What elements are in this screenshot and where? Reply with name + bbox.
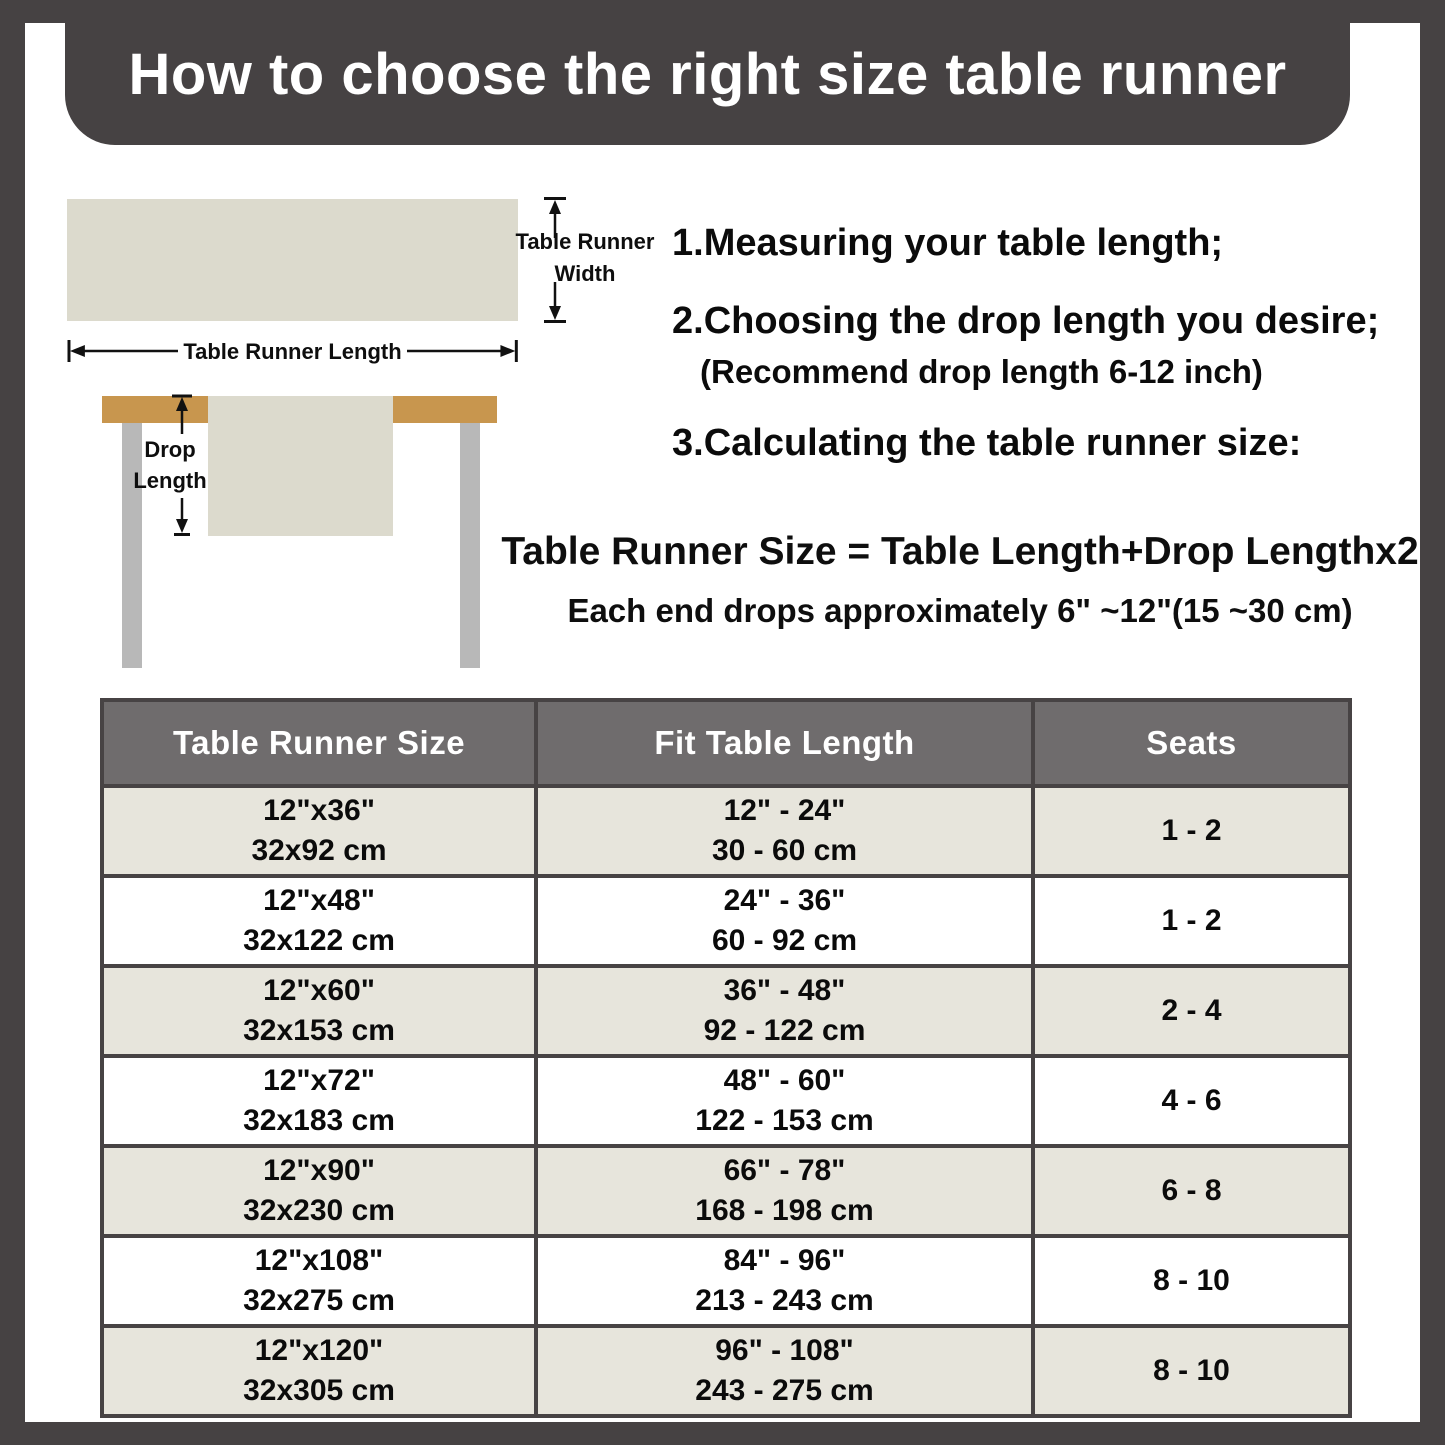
length-arrow-right <box>407 339 518 363</box>
fit-cm: 122 - 153 cm <box>695 1104 874 1137</box>
fit-length-cell <box>536 1326 1033 1416</box>
size-inches: 12"x108" <box>254 1244 384 1277</box>
runner-size-cell <box>102 1326 536 1416</box>
size-inches: 12"x48" <box>263 884 375 917</box>
table-row <box>102 1146 1350 1236</box>
column-header-seats: Seats <box>1033 700 1350 786</box>
fit-length-cell <box>536 1236 1033 1326</box>
seats-cell: 1 - 2 <box>1033 876 1350 966</box>
size-cm: 32x230 cm <box>243 1194 395 1227</box>
frame-border-right <box>1420 0 1445 1445</box>
size-inches: 12"x90" <box>263 1154 375 1187</box>
length-dimension-label: Table Runner Length <box>183 339 402 364</box>
table-row <box>102 876 1350 966</box>
fit-inches: 66" - 78" <box>723 1154 846 1187</box>
runner-size-cell <box>102 1146 536 1236</box>
table-row <box>102 1326 1350 1416</box>
frame-border-left <box>0 0 25 1445</box>
table-row <box>102 1056 1350 1146</box>
seats-cell: 4 - 6 <box>1033 1056 1350 1146</box>
drop-length-label <box>126 434 214 496</box>
size-inches: 12"x36" <box>263 794 375 827</box>
frame-border-bottom <box>0 1422 1445 1445</box>
column-header-runner-size: Table Runner Size <box>102 700 536 786</box>
width-label-line2: Width <box>554 261 616 286</box>
fit-cm: 60 - 92 cm <box>711 924 858 957</box>
table-row <box>102 966 1350 1056</box>
size-cm: 32x153 cm <box>243 1014 395 1047</box>
seats-cell: 8 - 10 <box>1033 1236 1350 1326</box>
fit-inches: 48" - 60" <box>723 1064 846 1097</box>
size-cm: 32x305 cm <box>243 1374 395 1407</box>
runner-size-cell <box>102 1056 536 1146</box>
fit-inches: 84" - 96" <box>723 1244 846 1277</box>
table-row <box>102 1236 1350 1326</box>
size-formula: Table Runner Size = Table Length+Drop Lengthx2 <box>501 530 1419 573</box>
fit-cm: 213 - 243 cm <box>695 1284 874 1317</box>
runner-size-cell <box>102 966 536 1056</box>
size-table <box>100 698 1352 1418</box>
column-header-fit-length: Fit Table Length <box>536 700 1033 786</box>
length-arrow-left <box>67 339 178 363</box>
drop-length-note: Each end drops approximately 6" ~12"(15 ~30 cm) <box>567 592 1353 629</box>
instruction-step-2: 2.Choosing the drop length you desire; <box>672 300 1380 342</box>
fit-inches: 96" - 108" <box>715 1334 854 1367</box>
runner-size-cell <box>102 1236 536 1326</box>
size-inches: 12"x60" <box>263 974 375 1007</box>
size-table-header-row <box>102 700 1350 786</box>
size-inches: 12"x72" <box>263 1064 375 1097</box>
size-inches: 12"x120" <box>254 1334 384 1367</box>
instruction-step-2-note: (Recommend drop length 6-12 inch) <box>700 353 1263 390</box>
instruction-step-3: 3.Calculating the table runner size: <box>672 422 1302 464</box>
fit-length-cell <box>536 876 1033 966</box>
table-leg-right <box>460 423 480 668</box>
length-dimension <box>67 336 518 366</box>
fit-cm: 168 - 198 cm <box>695 1194 874 1227</box>
size-cm: 32x92 cm <box>251 834 387 867</box>
drop-label-line1: Drop <box>144 437 196 462</box>
fit-inches: 36" - 48" <box>723 974 846 1007</box>
runner-size-cell <box>102 876 536 966</box>
seats-cell: 1 - 2 <box>1033 786 1350 876</box>
fit-length-cell <box>536 1146 1033 1236</box>
size-cm: 32x275 cm <box>243 1284 395 1317</box>
width-label-line1: Table Runner <box>515 229 655 254</box>
seats-cell: 2 - 4 <box>1033 966 1350 1056</box>
fit-inches: 12" - 24" <box>723 794 846 827</box>
width-dimension-label <box>505 226 665 290</box>
size-cm: 32x122 cm <box>243 924 395 957</box>
runner-size-cell <box>102 786 536 876</box>
fit-length-cell <box>536 966 1033 1056</box>
title-banner <box>65 0 1350 145</box>
size-cm: 32x183 cm <box>243 1104 395 1137</box>
drop-label-line2: Length <box>133 468 207 493</box>
fit-length-cell <box>536 786 1033 876</box>
fit-cm: 243 - 275 cm <box>695 1374 874 1407</box>
fit-inches: 24" - 36" <box>723 884 846 917</box>
instruction-step-1: 1.Measuring your table length; <box>672 222 1224 264</box>
fit-cm: 30 - 60 cm <box>711 834 858 867</box>
seats-cell: 8 - 10 <box>1033 1326 1350 1416</box>
fit-length-cell <box>536 1056 1033 1146</box>
runner-drape <box>208 396 393 536</box>
fit-cm: 92 - 122 cm <box>703 1014 866 1047</box>
page-title: How to choose the right size table runner <box>128 42 1287 107</box>
seats-cell: 6 - 8 <box>1033 1146 1350 1236</box>
table-row <box>102 786 1350 876</box>
runner-top-view <box>67 199 518 321</box>
